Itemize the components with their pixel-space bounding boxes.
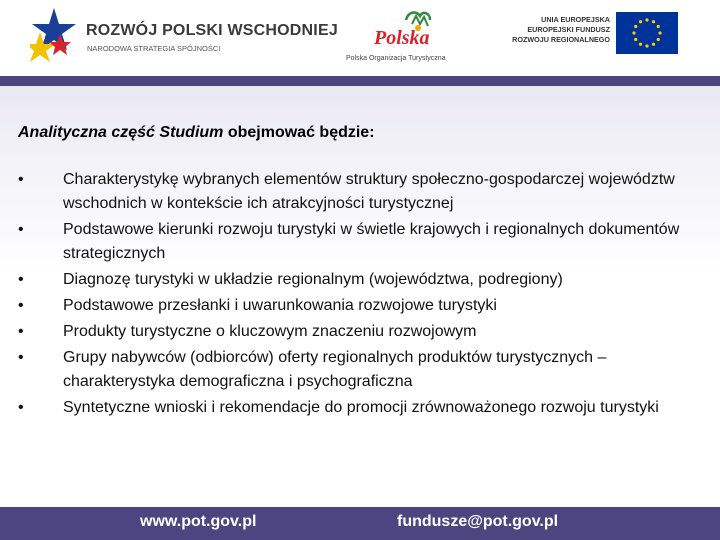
pot-caption: Polska Organizacja Turystyczna — [346, 55, 446, 62]
list-item — [18, 396, 698, 420]
bullet-list — [18, 168, 698, 422]
footer-bar — [0, 507, 720, 540]
list-item — [18, 294, 698, 318]
rps-star-icon — [30, 4, 78, 64]
bullet-symbol: • — [18, 323, 24, 340]
eu-text — [500, 15, 610, 45]
polska-mark-text: Polska — [374, 27, 430, 49]
bullet-symbol: • — [18, 349, 24, 366]
email-link[interactable]: fundusze@pot.gov.pl — [397, 513, 559, 530]
list-item-text: Produkty turystyczne o kluczowym znaczeniu rozwojowym — [63, 323, 477, 340]
rps-subtitle: NARODOWA STRATEGIA SPÓJNOŚCI — [87, 44, 221, 53]
eu-star — [645, 44, 648, 47]
rps-title: ROZWÓJ POLSKI WSCHODNIEJ — [86, 22, 338, 39]
eu-star — [658, 31, 661, 34]
eu-star — [657, 25, 660, 28]
list-item — [18, 320, 698, 344]
rps-logo — [30, 4, 338, 66]
eu-star — [639, 20, 642, 23]
list-item — [18, 168, 698, 216]
heading-italic: Analityczna część Studium — [18, 124, 224, 141]
list-item — [18, 346, 698, 394]
heading-rest: obejmować będzie: — [223, 124, 375, 141]
website-link[interactable]: www.pot.gov.pl — [140, 513, 257, 530]
bullet-symbol: • — [18, 221, 24, 238]
list-item-text: Syntetyczne wnioski i rekomendacje do promocji zrównoważonego rozwoju turystyki — [63, 399, 659, 416]
eu-star — [652, 43, 655, 46]
eu-star — [645, 18, 648, 21]
eu-flag-icon — [616, 12, 678, 54]
list-item — [18, 218, 698, 266]
eu-text-line: ROZWOJU REGIONALNEGO — [512, 35, 610, 44]
bullet-symbol: • — [18, 297, 24, 314]
bullet-symbol: • — [18, 399, 24, 416]
list-item-text: Podstawowe przesłanki i uwarunkowania rozwojowe turystyki — [63, 297, 497, 314]
top-accent-bar — [0, 76, 720, 86]
page-heading — [18, 124, 375, 142]
eu-text-line: EUROPEJSKI FUNDUSZ — [527, 25, 610, 34]
bullet-symbol: • — [18, 171, 24, 188]
eu-text-line: UNIA EUROPEJSKA — [541, 15, 610, 24]
eu-star — [639, 43, 642, 46]
eu-star — [634, 25, 637, 28]
eu-logo — [500, 10, 682, 56]
list-item-text: Charakterystykę wybranych elementów struktury społeczno-gospodarczej województw wschodnich w kontekście ich atrakcyjności turystycznej — [63, 171, 675, 212]
header — [0, 0, 720, 76]
eu-star — [657, 38, 660, 41]
list-item-text: Grupy nabywców (odbiorców) oferty regionalnych produktów turystycznych – charakterystyka demograficzna i psychograficzna — [63, 349, 607, 390]
eu-star — [634, 38, 637, 41]
eu-star — [652, 20, 655, 23]
pot-logo — [342, 6, 466, 68]
list-item-text: Diagnozę turystyki w układzie regionalnym (województwa, podregiony) — [63, 271, 563, 288]
list-item-text: Podstawowe kierunki rozwoju turystyki w świetle krajowych i regionalnych dokumentów strategicznych — [63, 221, 680, 262]
bullet-symbol: • — [18, 271, 24, 288]
eu-star — [632, 31, 635, 34]
polska-logo-icon — [372, 8, 434, 52]
list-item — [18, 268, 698, 292]
